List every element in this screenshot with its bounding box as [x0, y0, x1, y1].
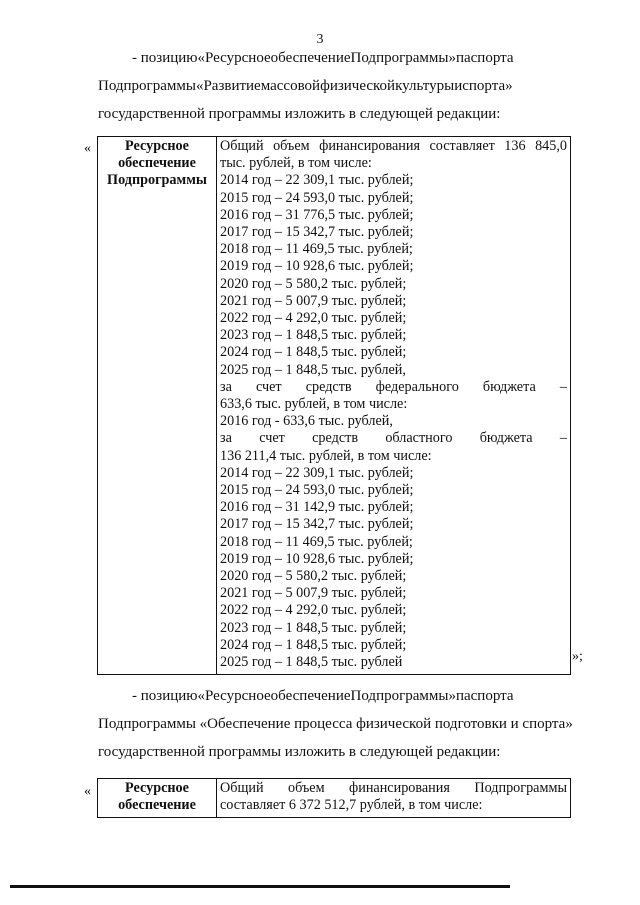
- word: счет: [259, 430, 285, 447]
- word: счет: [255, 378, 282, 395]
- table-1-content-cell: [217, 137, 571, 675]
- word: федерального: [375, 378, 459, 395]
- footer-rule: [10, 885, 510, 888]
- table-1-open-quote: «: [84, 141, 91, 156]
- page-number: 3: [316, 32, 324, 47]
- word: Подпрограммы»: [350, 688, 456, 704]
- word: обеспечение: [270, 50, 351, 66]
- word: паспорта: [455, 688, 514, 704]
- word: финансирования: [349, 780, 450, 796]
- funding-line: 633,6 тыс. рублей, в том числе:: [220, 396, 408, 413]
- funding-line: 2020 год – 5 580,2 тыс. рублей;: [220, 275, 407, 292]
- funding-line: 2023 год – 1 848,5 тыс. рублей;: [220, 619, 407, 636]
- word: массовой: [260, 78, 321, 94]
- funding-line: 136 211,4 тыс. рублей, в том числе:: [220, 447, 432, 464]
- funding-line: 2022 год – 4 292,0 тыс. рублей;: [220, 602, 407, 619]
- funding-line: 2016 год - 633,6 тыс. рублей,: [220, 413, 393, 430]
- word: средств: [312, 430, 359, 447]
- table-1-label-line: Ресурсное: [125, 138, 189, 154]
- word: объем: [273, 138, 310, 154]
- table-1-lines-block-2: [220, 396, 567, 430]
- funding-line: 2015 год – 24 593,0 тыс. рублей;: [220, 189, 414, 206]
- funding-line: 2018 год – 11 469,5 тыс. рублей;: [220, 533, 413, 550]
- resource-table-1: [97, 136, 571, 675]
- table-1-total-line: [220, 138, 567, 155]
- funding-line: 2016 год – 31 142,9 тыс. рублей;: [220, 499, 414, 516]
- word: областного: [385, 430, 453, 447]
- table-1-federal-line: [220, 379, 567, 396]
- funding-line: тыс. рублей, в том числе:: [220, 155, 372, 172]
- resource-table-2: [97, 778, 571, 818]
- word: культуры: [395, 78, 455, 94]
- word: 845,0: [535, 138, 567, 154]
- word: паспорта: [455, 50, 514, 66]
- funding-line: 2014 год – 22 309,1 тыс. рублей;: [220, 464, 414, 481]
- intro-2-line-2: Подпрограммы «Обеспечение процесса физической подготовки и спорта»: [98, 716, 573, 732]
- table-1-lines-block-1: [220, 155, 567, 379]
- funding-line: 2023 год – 1 848,5 тыс. рублей;: [220, 327, 407, 344]
- intro-paragraph-1: [98, 44, 568, 128]
- funding-line: 2017 год – 15 342,7 тыс. рублей;: [220, 224, 414, 241]
- funding-line: 2021 год – 5 007,9 тыс. рублей;: [220, 585, 407, 602]
- table-1-close-quote: »;: [572, 649, 583, 664]
- word: и: [454, 78, 463, 94]
- intro-2-line-1: [98, 682, 568, 710]
- funding-line: 2017 год – 15 342,7 тыс. рублей;: [220, 516, 414, 533]
- table-2-open-quote: «: [84, 784, 91, 799]
- funding-line: 2019 год – 10 928,6 тыс. рублей;: [220, 258, 414, 275]
- word: Подпрограммы: [98, 78, 196, 94]
- word: «Ресурсное: [197, 688, 271, 704]
- funding-line: 2015 год – 24 593,0 тыс. рублей;: [220, 482, 414, 499]
- funding-line: 2024 год – 1 848,5 тыс. рублей;: [220, 344, 407, 361]
- word: - позицию: [132, 688, 198, 704]
- word: финансирования: [319, 138, 420, 154]
- intro-1-line-2: [98, 72, 568, 100]
- funding-line: 2021 год – 5 007,9 тыс. рублей;: [220, 292, 407, 309]
- table-1-label-line: Подпрограммы: [107, 172, 207, 188]
- intro-1-line-3: государственной программы изложить в следующей редакции:: [98, 106, 501, 122]
- intro-2-line-3: государственной программы изложить в следующей редакции:: [98, 744, 501, 760]
- table-1-lines-block-3: [220, 448, 567, 672]
- word: физической: [320, 78, 396, 94]
- table-1-label-cell: [98, 137, 217, 675]
- table-1-regional-line: [220, 430, 567, 447]
- table-1-label-line: обеспечение: [118, 155, 196, 171]
- intro-1-line-1: [98, 44, 568, 72]
- word: «Развитие: [195, 78, 261, 94]
- table-2-content-cell: [217, 779, 571, 818]
- table-2-label-cell: [98, 779, 217, 818]
- word: –: [559, 430, 567, 447]
- funding-line: 2024 год – 1 848,5 тыс. рублей;: [220, 636, 407, 653]
- word: –: [559, 378, 567, 395]
- word: «Ресурсное: [197, 50, 271, 66]
- table-2-line-1: [220, 780, 567, 797]
- funding-line: 2016 год – 31 776,5 тыс. рублей;: [220, 206, 414, 223]
- word: Общий: [220, 138, 264, 154]
- word: спорта»: [462, 78, 513, 94]
- word: за: [220, 378, 232, 395]
- word: бюджета: [479, 430, 533, 447]
- funding-line: 2014 год – 22 309,1 тыс. рублей;: [220, 172, 414, 189]
- word: Подпрограммы»: [350, 50, 456, 66]
- word: средств: [305, 378, 352, 395]
- table-2-label-line: обеспечение: [118, 797, 196, 813]
- word: за: [220, 430, 232, 447]
- word: 136: [504, 138, 526, 154]
- word: бюджета: [482, 378, 536, 395]
- word: составляет: [429, 138, 495, 154]
- table-2-label-line: Ресурсное: [125, 780, 189, 796]
- table-2-line-2: составляет 6 372 512,7 рублей, в том числе:: [220, 797, 483, 814]
- funding-line: 2022 год – 4 292,0 тыс. рублей;: [220, 310, 407, 327]
- intro-paragraph-2: [98, 682, 573, 766]
- word: объем: [288, 780, 325, 796]
- funding-line: 2025 год – 1 848,5 тыс. рублей: [220, 654, 403, 671]
- word: - позицию: [132, 50, 198, 66]
- word: Подпрограммы: [474, 780, 567, 796]
- word: обеспечение: [270, 688, 351, 704]
- funding-line: 2025 год – 1 848,5 тыс. рублей,: [220, 361, 406, 378]
- word: Общий: [220, 780, 264, 796]
- funding-line: 2018 год – 11 469,5 тыс. рублей;: [220, 241, 413, 258]
- funding-line: 2020 год – 5 580,2 тыс. рублей;: [220, 568, 407, 585]
- funding-line: 2019 год – 10 928,6 тыс. рублей;: [220, 550, 414, 567]
